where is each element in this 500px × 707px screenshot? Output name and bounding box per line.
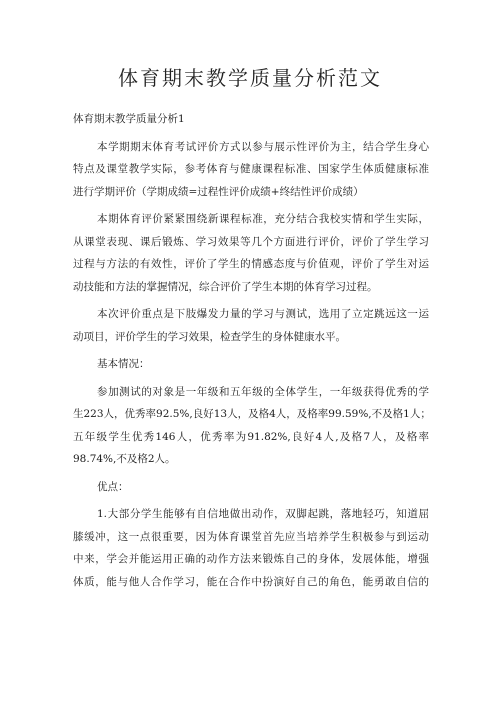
- paragraph-line: 动技能和方法的掌握情况，综合评价了学生本期的体育学习过程。: [73, 280, 378, 293]
- paragraph-line: 过程与方法的有效性，评价了学生的情感态度与价值观，评价了学生对运: [73, 258, 429, 270]
- paragraph-line: 体质，能与他人合作学习，能在合作中扮演好自己的角色，能勇敢自信的: [73, 575, 429, 588]
- paragraph-line: 中来，学会并能运用正确的动作方法来锻炼自己的身体，发展体能，增强: [73, 553, 429, 565]
- paragraph: [73, 503, 429, 593]
- paragraph: [73, 303, 429, 348]
- paragraph: [73, 136, 429, 204]
- paragraph-line: 五年级学生优秀146人，优秀率为91.82%,良好4人,及格7人，及格率: [73, 430, 429, 443]
- paragraph-line: 本期体育评价紧紧围绕新课程标准，充分结合我校实情和学生实际，: [97, 213, 429, 225]
- section-heading: 体育期末教学质量分析1: [73, 113, 185, 125]
- paragraph-line: 98.74%,不及格2人。: [73, 453, 176, 465]
- document-title: 体育期末教学质量分析范文: [118, 66, 382, 90]
- paragraph: [73, 381, 429, 471]
- paragraph-line: 从课堂表现、课后锻炼、学习效果等几个方面进行评价，评价了学生学习: [73, 235, 429, 248]
- paragraph-line: 参加测试的对象是一年级和五年级的全体学生，一年级获得优秀的学: [97, 385, 429, 398]
- paragraph-line: 1.大部分学生能够有自信地做出动作，双脚起跳，落地轻巧，知道屈: [97, 508, 429, 520]
- paragraph-line: 动项目，评价学生的学习效果，检查学生的身体健康水平。: [73, 330, 346, 343]
- section-heading: 优点：: [97, 480, 129, 493]
- paragraph-line: 特点及课堂教学实际，参考体育与健康课程标准、国家学生体质健康标准: [73, 163, 429, 175]
- paragraph-line: 生223人，优秀率92.5%,良好13人，及格4人，及格率99.59%,不及格1人；: [73, 408, 431, 420]
- section-heading: 基本情况：: [97, 358, 150, 370]
- paragraph-line: 本学期期末体育考试评价方式以参与展示性评价为主，结合学生身心: [97, 140, 429, 153]
- paragraph-line: 本次评价重点是下肢爆发力量的学习与测试，选用了立定跳远这一运: [97, 308, 429, 320]
- paragraph: [73, 208, 429, 298]
- paragraph-line: 进行学期评价（学期成绩=过程性评价成绩+终结性评价成绩）: [73, 185, 364, 198]
- document-body: [73, 108, 429, 593]
- paragraph-line: 膝缓冲，这一点很重要，因为体育课堂首先应当培养学生积极参与到运动: [73, 530, 429, 543]
